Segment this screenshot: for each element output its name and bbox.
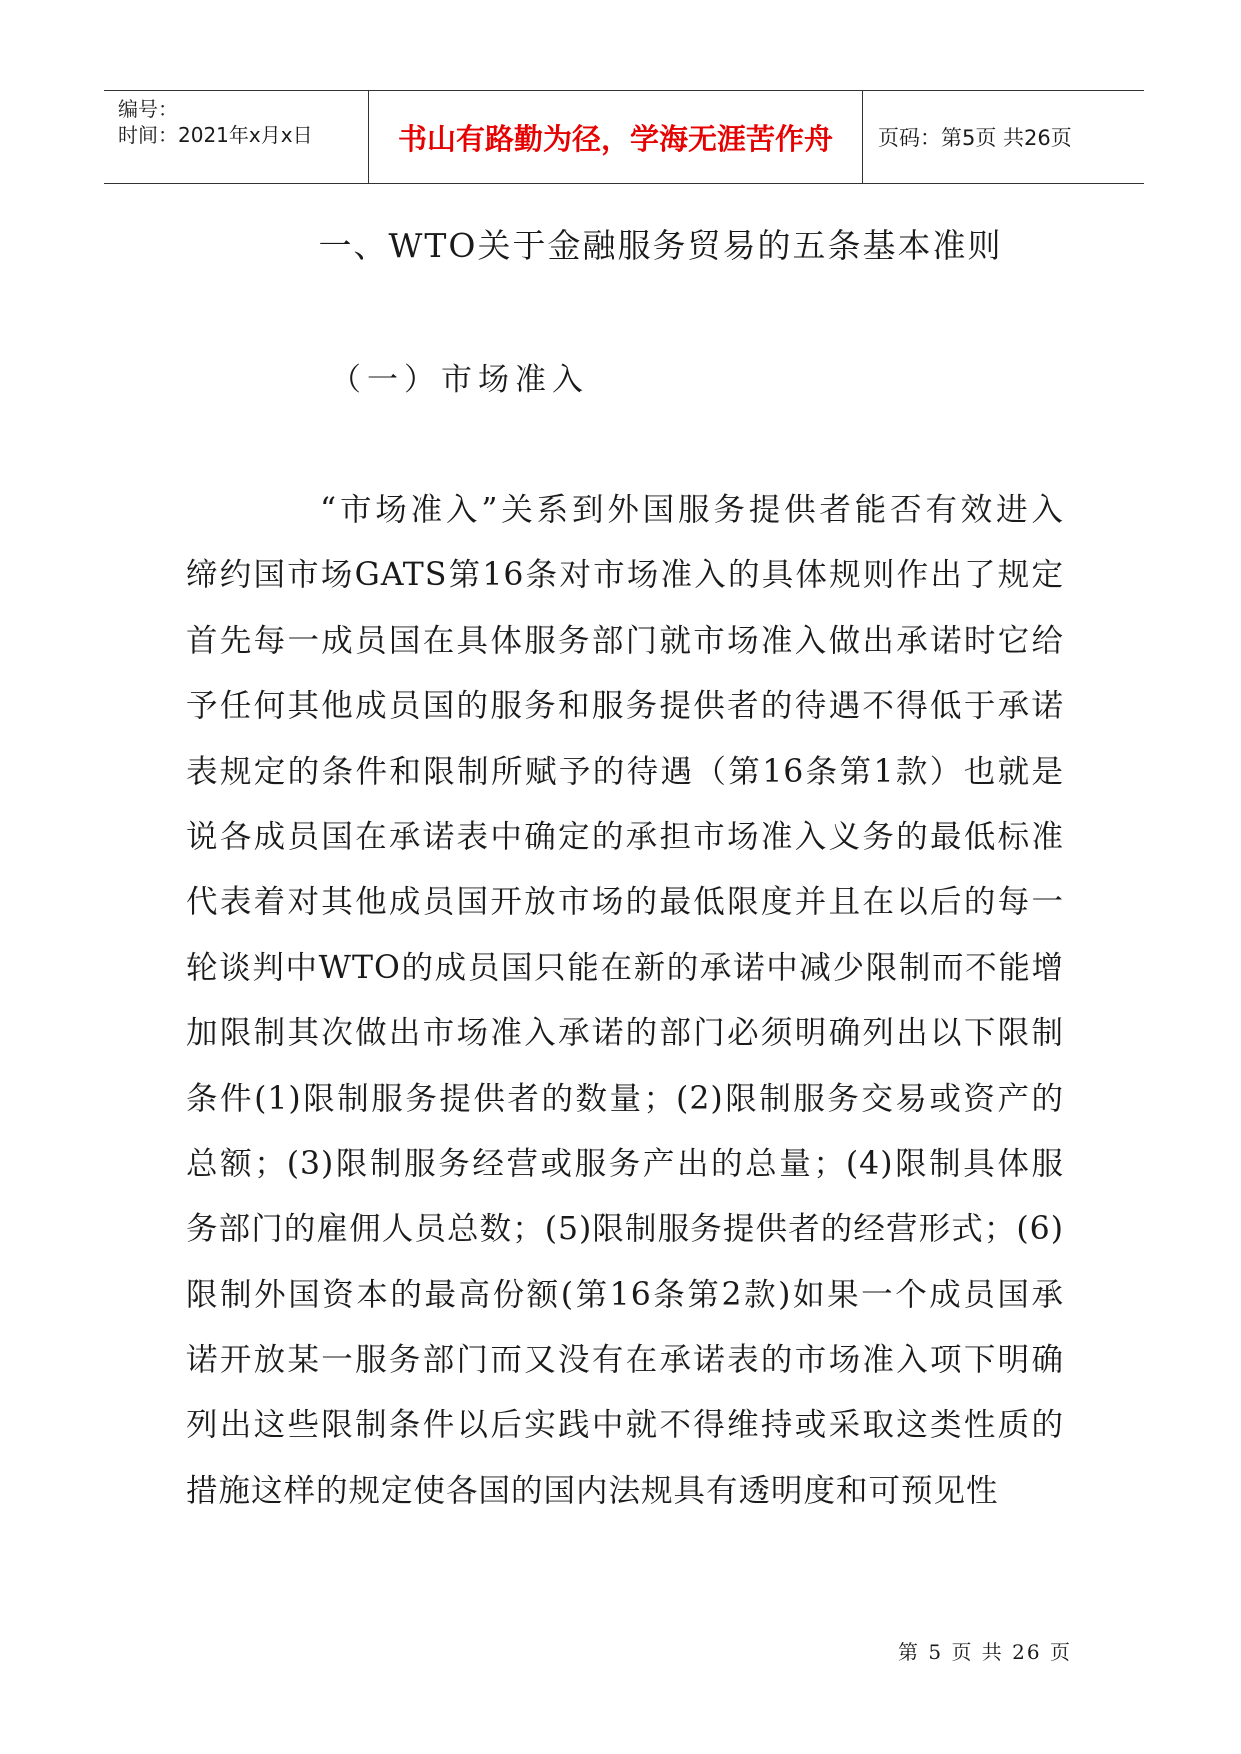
paragraph-line: 措施这样的规定使各国的国内法规具有透明度和可预见性: [186, 1472, 999, 1509]
paragraph-line: 诺开放某一服务部门而又没有在承诺表的市场准入项下明确: [186, 1342, 1064, 1379]
number-label: 编号：: [118, 97, 178, 121]
section-title: 一、WTO关于金融服务贸易的五条基本准则: [318, 226, 1003, 265]
paragraph-line: 列出这些限制条件以后实践中就不得维持或采取这类性质的: [186, 1407, 1064, 1444]
header-meta-cell: [104, 91, 369, 183]
paragraph-line: 缔约国市场GATS第16条对市场准入的具体规则作出了规定: [186, 557, 1064, 594]
page-header: [104, 90, 1144, 184]
paragraph-line: 轮谈判中WTO的成员国只能在新的承诺中减少限制而不能增: [186, 949, 1064, 986]
paragraph-line: 首先每一成员国在具体服务部门就市场准入做出承诺时它给: [186, 622, 1064, 659]
subsection-title: （一）市场准入: [330, 362, 589, 398]
paragraph-line: 条件(1)限制服务提供者的数量；(2)限制服务交易或资产的: [186, 1080, 1064, 1117]
page-footer: 第 5 页 共 26 页: [898, 1640, 1072, 1664]
paragraph-line: 说各成员国在承诺表中确定的承担市场准入义务的最低标准: [186, 818, 1064, 855]
paragraph: [186, 478, 1064, 1524]
paragraph-line: 限制外国资本的最高份额(第16条第2款)如果一个成员国承: [186, 1276, 1064, 1313]
paragraph-line: 务部门的雇佣人员总数；(5)限制服务提供者的经营形式；(6): [186, 1211, 1064, 1248]
paragraph-line: 总额；(3)限制服务经营或服务产出的总量；(4)限制具体服: [186, 1145, 1064, 1182]
paragraph-line: 予任何其他成员国的服务和服务提供者的待遇不得低于承诺: [186, 688, 1064, 725]
header-motto: 书山有路勤为径，学海无涯苦作舟: [369, 91, 863, 183]
paragraph-line: 加限制其次做出市场准入承诺的部门必须明确列出以下限制: [186, 1015, 1064, 1052]
paragraph-line: 代表着对其他成员国开放市场的最低限度并且在以后的每一: [186, 884, 1064, 921]
time-label: 时间：2021年x月x日: [118, 123, 313, 147]
paragraph-line: “市场准入”关系到外国服务提供者能否有效进入: [320, 492, 1064, 528]
header-page-info: 页码：第5页 共26页: [878, 126, 1072, 150]
paragraph-line: 表规定的条件和限制所赋予的待遇（第16条第1款）也就是: [186, 753, 1064, 790]
